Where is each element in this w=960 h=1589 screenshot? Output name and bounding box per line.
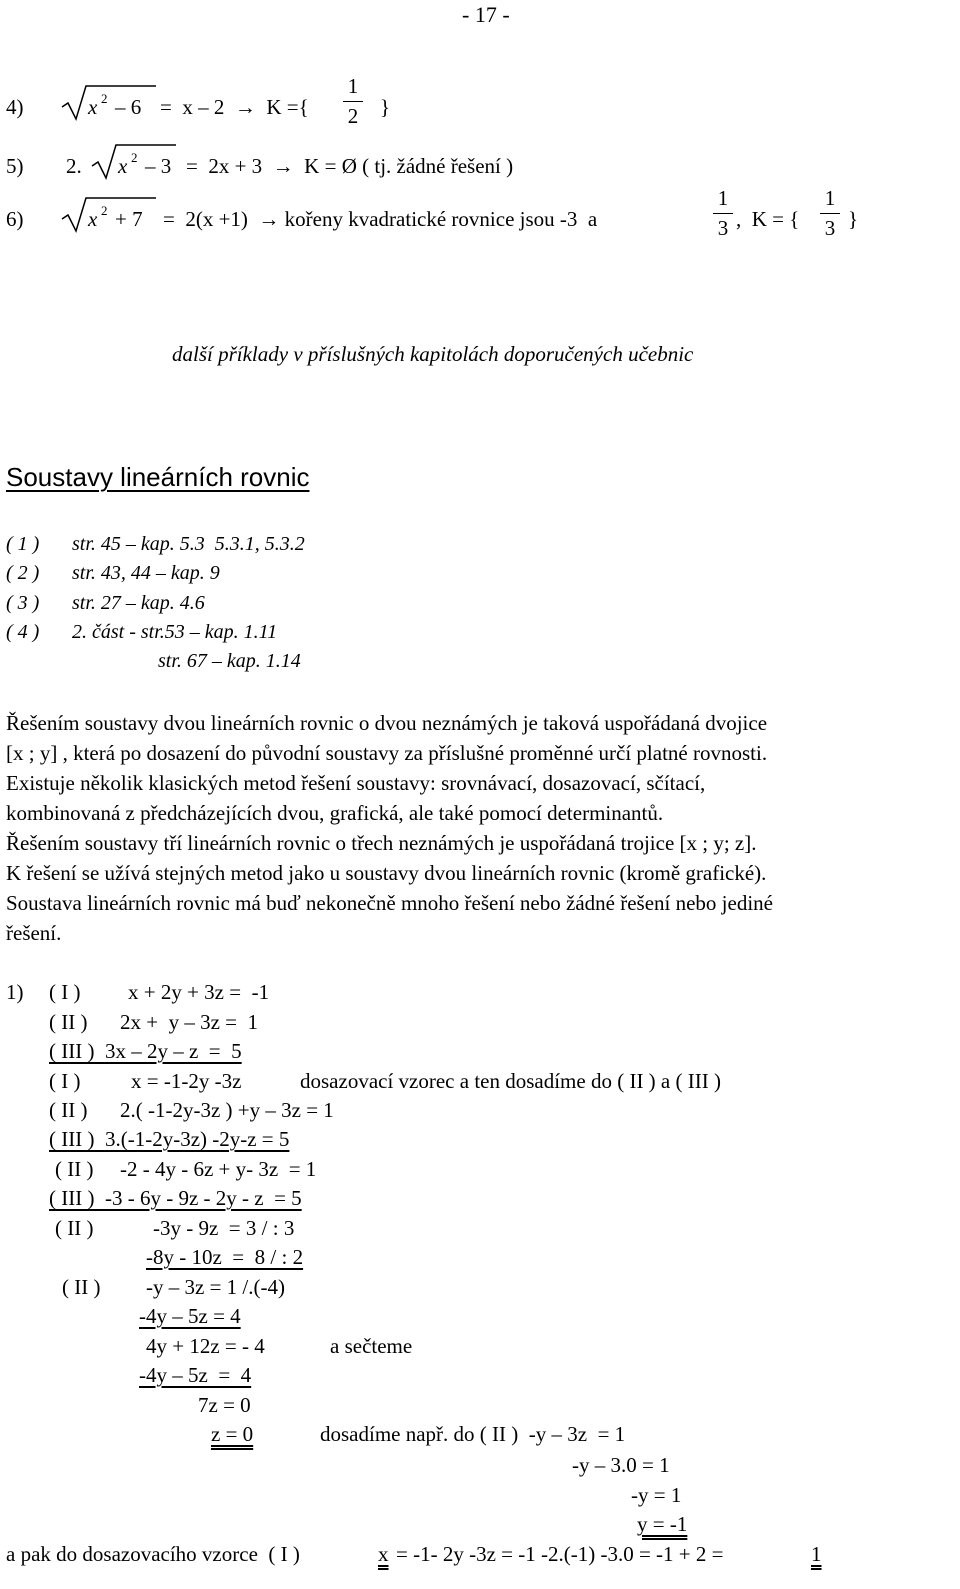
equation: -y – 3.0 = 1 [572, 1453, 670, 1477]
equation-note: dosazovací vzorec a ten dosadíme do ( II ) a ( III ) [300, 1069, 721, 1093]
ref-3-text: str. 27 – kap. 4.6 [72, 592, 205, 614]
further-examples-note: další příklady v příslušných kapitolách doporučených učebnic [172, 342, 694, 366]
equation: 2.( -1-2y-3z ) +y – 3z = 1 [120, 1098, 334, 1122]
example-5-number: 5) [6, 154, 24, 178]
example-4-frac-den: 2 [347, 104, 359, 128]
ref-4-id: ( 4 ) [6, 621, 40, 643]
equation: -4y – 5z = 4 [139, 1363, 252, 1387]
example-4-close: } [380, 95, 391, 119]
eq-label: ( II ) [49, 1098, 88, 1122]
equation: z = 0 [211, 1422, 254, 1446]
radical-sign-6 [60, 195, 160, 235]
eq-label: ( I ) [49, 1069, 81, 1093]
equation: -3y - 9z = 3 / : 3 [153, 1216, 295, 1240]
example-6-fraction-a [713, 188, 733, 239]
example-6-close: } [848, 207, 859, 231]
ref-1-id: ( 1 ) [6, 533, 40, 555]
equation: x + 2y + 3z = -1 [128, 980, 270, 1004]
eq-label: ( II ) [55, 1157, 94, 1181]
equation: -y = 1 [631, 1483, 682, 1507]
example-4-rhs: = x – 2 → K ={ [160, 95, 309, 119]
example-4-fraction [343, 76, 363, 127]
example-5-pre: 2. [66, 154, 82, 178]
radicand-5-exp: 2 [131, 150, 138, 165]
equation-note: a sečteme [330, 1334, 413, 1358]
example-4-frac-num: 1 [347, 74, 359, 98]
ref-1-text: str. 45 – kap. 5.3 5.3.1, 5.3.2 [72, 533, 305, 555]
radical-sign-4 [60, 83, 160, 123]
radicand-5-x: x [118, 154, 128, 178]
equation: ( III ) 3x – 2y – z = 5 [49, 1039, 242, 1063]
radicand-6-rest: + 7 [115, 207, 143, 231]
example-6-frac-b-den: 3 [824, 216, 836, 240]
example-6-number: 6) [6, 207, 24, 231]
equation: 4y + 12z = - 4 [146, 1334, 265, 1358]
example-6-frac-a-num: 1 [717, 186, 729, 210]
equation: -4y – 5z = 4 [139, 1304, 241, 1328]
radicand-4-exp: 2 [101, 91, 108, 106]
paragraph-line: Soustava lineárních rovnic má buď nekonečně mnoho řešení nebo žádné řešení nebo jediné [6, 891, 773, 915]
explanation-paragraph [6, 708, 954, 948]
example-6-rhs: = 2(x +1) → kořeny kvadratické rovnice jsou -3 a [163, 207, 598, 231]
paragraph-line: [x ; y] , která po dosazení do původní soustavy za příslušné proměnné určí platné rovnosti. [6, 741, 768, 765]
equation: 7z = 0 [198, 1393, 251, 1417]
final-result: 1 [811, 1542, 822, 1566]
radicand-5-rest: – 3 [145, 154, 172, 178]
equation: ( III ) -3 - 6y - 9z - 2y - z = 5 [49, 1186, 302, 1210]
equation: 2x + y – 3z = 1 [120, 1010, 259, 1034]
ref-5-text: str. 67 – kap. 1.14 [158, 650, 301, 672]
ref-2-text: str. 43, 44 – kap. 9 [72, 562, 220, 584]
eq-label: ( II ) [55, 1216, 94, 1240]
solution-number: 1) [6, 980, 24, 1004]
equation: y = -1 [637, 1512, 688, 1536]
equation-note: dosadíme např. do ( II ) -y – 3z = 1 [320, 1422, 626, 1446]
radicand-4-x: x [88, 95, 98, 119]
example-6-fraction-b [820, 188, 840, 239]
page-number: - 17 - [462, 2, 510, 27]
final-equation: = -1- 2y -3z = -1 -2.(-1) -3.0 = -1 + 2 = [396, 1542, 724, 1566]
paragraph-line: Řešením soustavy tří lineárních rovnic o třech neznámých je uspořádaná trojice [x ; y; z]. [6, 831, 757, 855]
equation: -8y - 10z = 8 / : 2 [146, 1245, 304, 1269]
example-4-number: 4) [6, 95, 24, 119]
paragraph-line: Řešením soustavy dvou lineárních rovnic o dvou neznámých je taková uspořádaná dvojice [6, 711, 768, 735]
radicand-6-exp: 2 [101, 203, 108, 218]
example-6-frac-a-den: 3 [717, 216, 729, 240]
paragraph-line: řešení. [6, 921, 62, 945]
example-6-frac-b-num: 1 [824, 186, 836, 210]
final-line-prefix: a pak do dosazovacího vzorce ( I ) [6, 1542, 300, 1566]
eq-label: ( II ) [62, 1275, 101, 1299]
equation: -y – 3z = 1 /.(-4) [146, 1275, 285, 1299]
ref-2-id: ( 2 ) [6, 562, 40, 584]
paragraph-line: K řešení se užívá stejných metod jako u soustavy dvou lineárních rovnic (kromě grafické). [6, 861, 767, 885]
equation: x = -1-2y -3z [131, 1069, 242, 1093]
section-title: Soustavy lineárních rovnic [6, 462, 310, 492]
ref-3-id: ( 3 ) [6, 592, 40, 614]
example-6-mid: , K = { [736, 207, 800, 231]
example-5-rhs: = 2x + 3 → K = Ø ( tj. žádné řešení ) [186, 154, 514, 178]
paragraph-line: kombinovaná z předcházejících dvou, grafická, ale také pomocí determinantů. [6, 801, 664, 825]
equation: -2 - 4y - 6z + y- 3z = 1 [120, 1157, 317, 1181]
final-x: x [378, 1542, 389, 1566]
eq-label: ( I ) [49, 980, 81, 1004]
eq-label: ( II ) [49, 1010, 88, 1034]
paragraph-line: Existuje několik klasických metod řešení soustavy: srovnávací, dosazovací, sčítací, [6, 771, 706, 795]
radicand-4-rest: – 6 [115, 95, 142, 119]
radicand-6-x: x [88, 207, 98, 231]
ref-4-text: 2. část - str.53 – kap. 1.11 [72, 621, 278, 643]
equation: ( III ) 3.(-1-2y-3z) -2y-z = 5 [49, 1127, 290, 1151]
